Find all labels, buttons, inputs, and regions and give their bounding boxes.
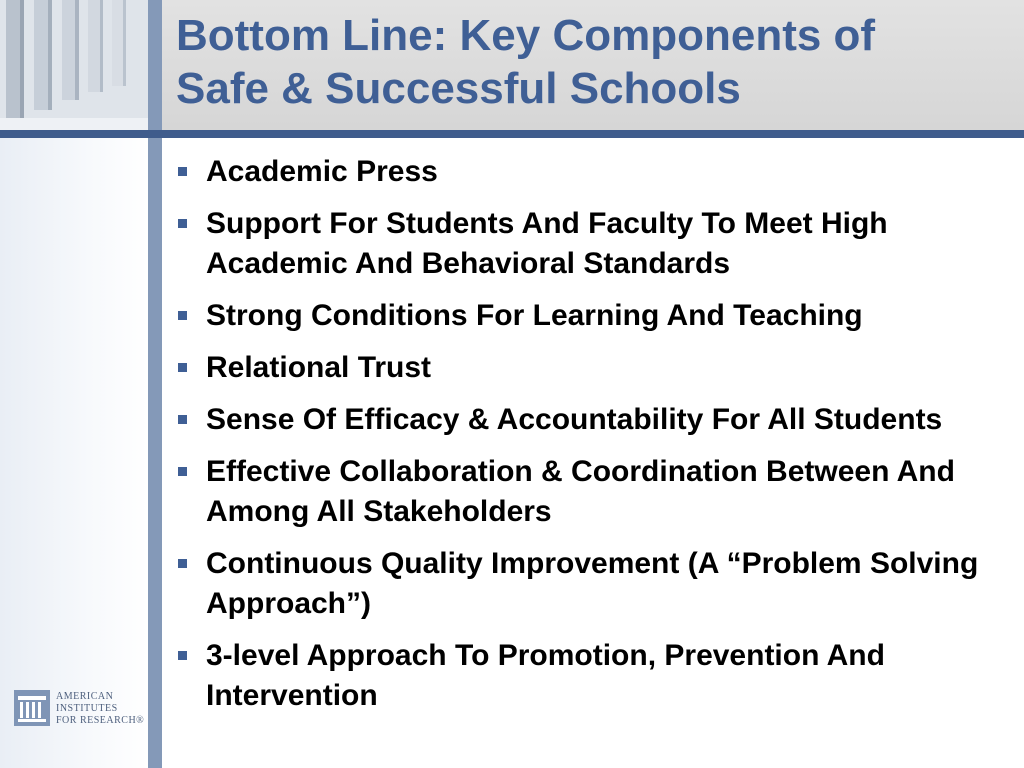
logo-line-2: INSTITUTES [56,703,118,714]
bullet-item [176,636,1006,716]
bullet-text: Effective Collaboration & Coordination Between And Among All Stakeholders [206,455,955,528]
horizontal-accent-bar [0,130,1024,138]
slide-title [176,10,1016,116]
air-logo [14,690,144,730]
slide-title-line-2: Safe & Successful Schools [176,63,741,113]
bullet-item [176,400,1006,440]
bullet-text: 3-level Approach To Promotion, Prevention And Intervention [206,639,885,712]
square-bullet-icon [178,311,187,320]
square-bullet-icon [178,559,187,568]
bullet-item [176,452,1006,532]
square-bullet-icon [178,363,187,372]
square-bullet-icon [178,219,187,228]
bullet-text: Academic Press [206,155,438,188]
square-bullet-icon [178,415,187,424]
logo-line-1: AMERICAN [56,691,114,702]
building-icon [14,690,50,726]
bullet-text: Continuous Quality Improvement (A “Problem Solving Approach”) [206,547,979,620]
columns-image [0,0,148,132]
slide-title-line-1: Bottom Line: Key Components of [176,11,876,60]
bullet-item [176,544,1006,624]
square-bullet-icon [178,651,187,660]
bullet-text: Support For Students And Faculty To Meet High Academic And Behavioral Standards [206,207,888,280]
bullet-text: Strong Conditions For Learning And Teaching [206,299,863,332]
logo-line-3: FOR RESEARCH® [56,715,145,726]
square-bullet-icon [178,167,187,176]
bullet-text: Sense Of Efficacy & Accountability For All Students [206,403,943,436]
square-bullet-icon [178,467,187,476]
bullet-item [176,204,1006,284]
vertical-accent-bar [148,0,162,768]
bullet-text: Relational Trust [206,351,432,384]
bullet-item [176,152,1006,192]
logo-wordmark [56,691,144,727]
bullet-list [176,152,1006,728]
bullet-item [176,296,1006,336]
bullet-item [176,348,1006,388]
